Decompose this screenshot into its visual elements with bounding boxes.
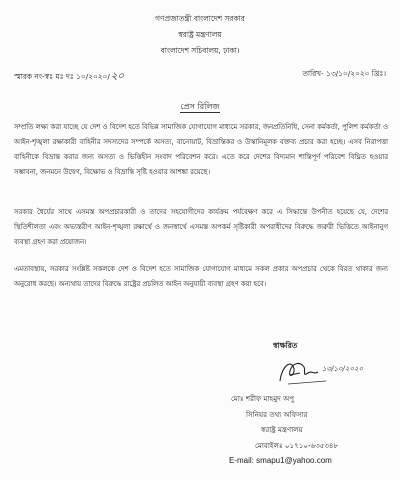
memo-handwritten-number: ২০: [110, 71, 124, 82]
signatory-name: মোঃ শরীফ মাহমুদ অপু: [231, 394, 295, 403]
office-address: বাংলাদেশ সচিবালয়, ঢাকা।: [160, 46, 240, 55]
letterhead: [0, 11, 400, 59]
paragraph-2: সরকার ধৈর্যের সাথে এসমস্ত অপপ্রচারকারী ও তাদের সহযোগীদের কার্যক্রম পর্যবেক্ষণ করে এ সিদ্ধান্তে উপনীত হয়েছে যে, দেশের স্থিতিশীলতা এবং অভ্যন্তরীণ আইন-শৃঙ্খলা রক্ষার্থে ও জনস্বার্থে এসমস্ত অপকর্ম সৃষ্টিকারী অপরাধীদের বিরুদ্ধে জরুরী ভিত্তিতে আইনানুগ ব্যবস্থা গ্রহণ করা প্রয়োজন।: [14, 208, 388, 247]
ministry-name: স্বরাষ্ট্র মন্ত্রণালয়: [178, 30, 222, 39]
memo-date: তারিখ- ১৩/১০/২০২০ খ্রিঃ।: [302, 69, 386, 78]
signatory-ministry: স্বরাষ্ট্র মন্ত্রণালয়: [261, 425, 303, 434]
signatory-details: [228, 391, 400, 469]
memo-row: [14, 69, 386, 81]
paragraph-3: এমতাবস্থায়, সরকার সংশ্লিষ্ট সকলকে দেশ ও বিদেশ হতে সামাজিক যোগাযোগ মাধ্যমে সকল প্রকার অপপ্রচার থেকে বিরত থাকার জন্য অনুরোধ করছে। অন্যথায় তাদের বিরুদ্ধে রাষ্ট্রের প্রচলিত আইন অনুযায়ী ব্যবস্থা গ্রহণ করা হবে।: [14, 265, 388, 289]
press-release-heading: প্রেস রিলিজ: [180, 102, 220, 111]
signed-label: স্বাক্ষরিত: [273, 341, 298, 350]
memo-number: [14, 69, 124, 86]
signatory-email[interactable]: E-mail: smapu1@yahoo.com: [229, 456, 332, 465]
government-name: গণপ্রজাতন্ত্রী বাংলাদেশ সরকার: [155, 14, 245, 23]
paragraph-1: সম্প্রতি লক্ষ্য করা যাচ্ছে যে দেশ ও বিদেশ হতে বিভিন্ন সামাজিক যোগাযোগ মাধ্যমে সরকার, জনপ্রতিনিধি, সেনা কর্মকর্তা, পুলিশ কর্মকর্তা ও আইন-শৃঙ্খলা রক্ষাকারী বাহিনীর সদস্যদের সম্পর্কে অসত্য, বানোয়াট, বিভ্রান্তিকর ও উস্কানিমূলক বক্তব্য প্রচার করা হচ্ছে। এসব নিরাপত্তা বাহিনীকে বিভ্রান্ত করার জন্য অসত্য ও ভিত্তিহীন সংবাদ পরিবেশন করে। এতে করে দেশের বিদ্যমান শান্তিপূর্ণ পরিবেশ বিঘ্নিত হওয়ার সম্ভাবনা, জনমনে উদ্বেগ, বিক্ষোভ ও বিভ্রান্তি সৃষ্টি হওয়ার আশঙ্কা রয়েছে।: [14, 123, 388, 177]
signatory-mobile: মোবাইলঃ ০১৭১০-৬৩৫৩৪৮: [255, 440, 339, 450]
signatory-designation: সিনিয়র তথ্য অফিসার: [246, 409, 308, 419]
memo-label: স্মারক নং-স্বঃ মঃ দঃ ১০/২০২০/: [14, 72, 110, 81]
handwritten-signature: [270, 351, 370, 387]
signature-date: ১৩/১০/২০২০: [322, 365, 364, 373]
document-title: [0, 101, 400, 114]
